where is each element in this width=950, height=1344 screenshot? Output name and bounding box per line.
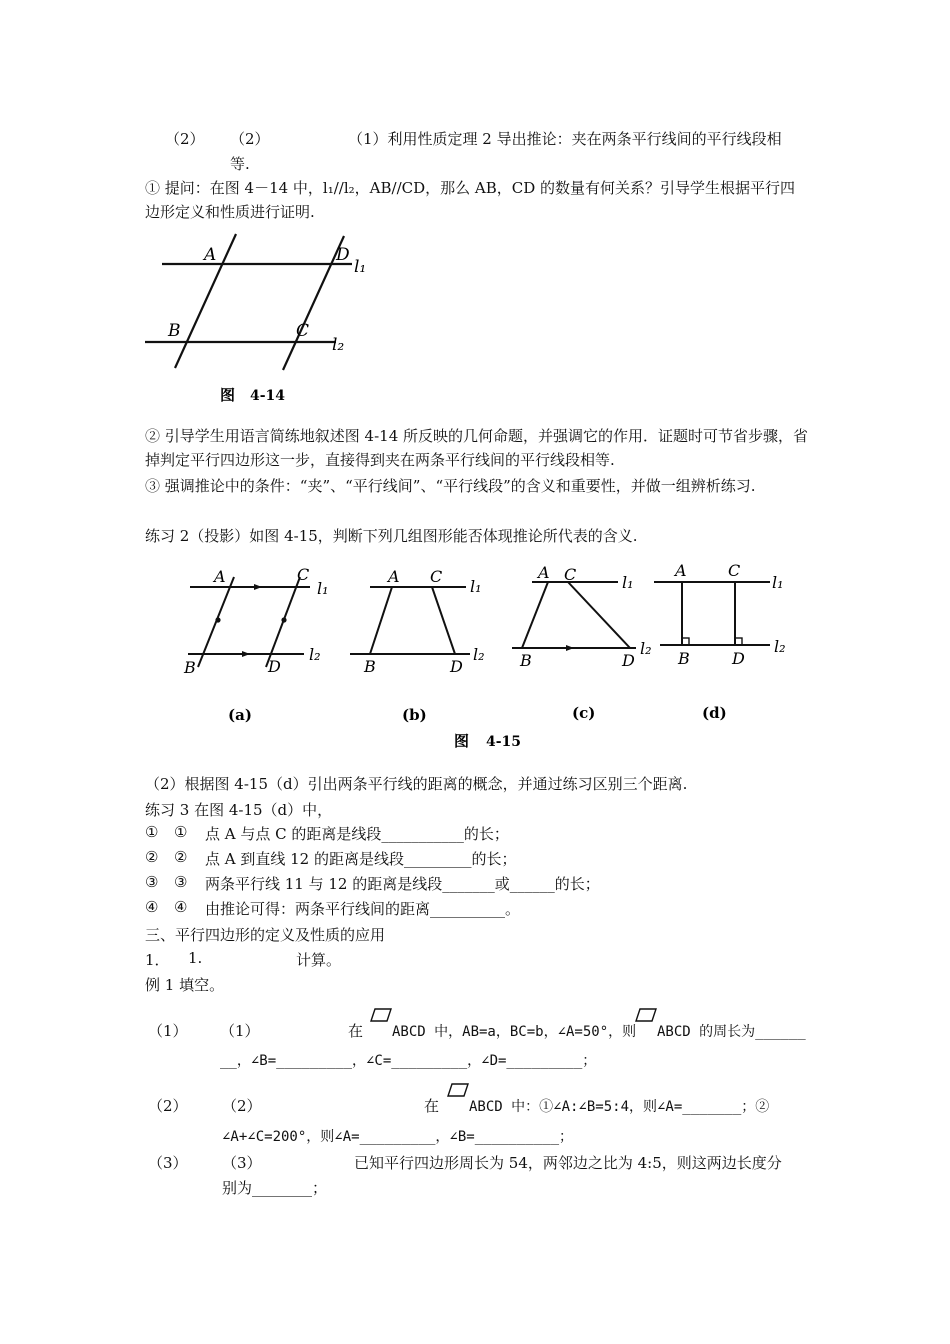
fill-1-line-b: ABCD 的周长为______ xyxy=(657,1024,806,1040)
fig415a-label-l2: l₂ xyxy=(309,645,321,664)
fig415-caption-char: 图 xyxy=(454,732,470,750)
question-2: ② 引导学生用语言简练地叙述图 4-14 所反映的几何命题，并强调它的作用．证题时可节省步骤，省掉判定平行四边形这一步，直接得到夹在两条平行线间的平行线段相等. xyxy=(145,427,809,469)
fig415b-label-d: D xyxy=(450,657,463,676)
fill-1-pre: 在 xyxy=(348,1022,364,1040)
ex3-item-1-marker-b: ① xyxy=(174,823,188,841)
fig415b-label-a: A xyxy=(388,567,400,586)
fill-1-line-a: ABCD 中，AB=a，BC=b，∠A=50°，则 xyxy=(392,1024,637,1040)
fig415d-label-d: D xyxy=(732,649,745,668)
ex3-item-2-marker-a: ② xyxy=(145,848,159,866)
fig414-label-c: C xyxy=(296,321,310,341)
fill-3-marker-b: （3） xyxy=(222,1154,262,1172)
fig414-label-l1: l₁ xyxy=(354,257,367,277)
question-1: ① 提问：在图 4－14 中，l₁//l₂，AB//CD，那么 AB，CD 的数量有何关系？引导学生根据平行四边形定义和性质进行证明. xyxy=(145,179,796,221)
fig415-caption-number: 4-15 xyxy=(486,734,522,750)
figure-4-15a xyxy=(183,565,329,724)
question-3: ③ 强调推论中的条件：“夹”、“平行线间”、“平行线段”的含义和重要性，并做一组辨析练习. xyxy=(145,477,756,495)
fig415c-label-d: D xyxy=(622,651,635,670)
fig415c-label-l1: l₁ xyxy=(622,573,634,592)
fig415c-label-l2: l₂ xyxy=(640,639,652,658)
fill-1-line-2: __，∠B=_________，∠C=_________，∠D=_________； xyxy=(220,1053,597,1069)
fig415b-label-l1: l₁ xyxy=(470,577,482,596)
calc-number-b: 1. xyxy=(188,949,203,967)
ex3-item-3-text: 两条平行线 11 与 12 的距离是线段_______或______的长； xyxy=(205,875,600,893)
fig414-label-l2: l₂ xyxy=(332,335,345,355)
fill-2-marker-b: （2） xyxy=(222,1097,262,1115)
section-3-heading: 三、平行四边形的定义及性质的应用 xyxy=(145,926,386,944)
fig415a-label-d: D xyxy=(268,657,281,676)
fig414-caption-char: 图 xyxy=(220,386,236,404)
ex3-item-2-marker-b: ② xyxy=(174,848,188,866)
exercise-2: 练习 2（投影）如图 4-15，判断下列几组图形能否体现推论所代表的含义. xyxy=(145,527,638,545)
ex3-item-1-marker-a: ① xyxy=(145,823,159,841)
fig415c-label-b: B xyxy=(520,651,532,670)
fig415d-label-c: C xyxy=(728,561,741,580)
ex3-item-2-text: 点 A 到直线 12 的距离是线段_________的长； xyxy=(205,850,517,868)
fig415d-label-b: B xyxy=(678,649,690,668)
item-number-outer: （2） xyxy=(165,130,205,148)
figure-4-15c xyxy=(512,563,652,722)
ex3-item-4-marker-a: ④ xyxy=(145,898,159,916)
example-1: 例 1 填空。 xyxy=(145,976,225,994)
corollary-text-cont: 等. xyxy=(230,155,250,173)
fill-2-marker-a: （2） xyxy=(148,1097,188,1115)
fig415d-label-l2: l₂ xyxy=(774,637,786,656)
paragraph-distance: （2）根据图 4-15（d）引出两条平行线的距离的概念，并通过练习区别三个距离. xyxy=(145,775,688,793)
fig414-label-d: D xyxy=(336,245,350,265)
fig415a-label-l1: l₁ xyxy=(317,579,329,598)
fig415c-label-a: A xyxy=(538,563,550,582)
fig415-sub-c: (c) xyxy=(572,704,596,722)
ex3-item-3-marker-a: ③ xyxy=(145,873,159,891)
fill-1-marker-b: （1） xyxy=(220,1022,260,1040)
fig415b-label-b: B xyxy=(364,657,376,676)
fill-2-pre: 在 xyxy=(424,1097,440,1115)
fig415c-label-c: C xyxy=(564,565,577,584)
fill-3-line-1: 已知平行四边形周长为 54，两邻边之比为 4:5，则这两边长度分 xyxy=(354,1154,782,1172)
fill-3-line-2: 别为________； xyxy=(222,1179,328,1197)
figure-4-15 xyxy=(170,560,810,756)
parallelogram-icon xyxy=(635,1008,657,1022)
calc-number-a: 1． xyxy=(145,951,170,969)
fig414-caption-number: 4-14 xyxy=(250,388,286,404)
fill-1-marker-a: （1） xyxy=(148,1022,188,1040)
fig415b-label-c: C xyxy=(430,567,443,586)
figure-4-15d xyxy=(654,561,786,722)
parallelogram-icon xyxy=(370,1008,392,1022)
ex3-item-3-marker-b: ③ xyxy=(174,873,188,891)
fig415a-label-c: C xyxy=(297,565,310,584)
fig415a-label-b: B xyxy=(184,658,196,677)
fig415b-label-l2: l₂ xyxy=(473,645,485,664)
fig415d-label-a: A xyxy=(675,561,687,580)
fig415-sub-a: (a) xyxy=(228,706,252,724)
fig415-sub-d: (d) xyxy=(702,704,727,722)
ex3-item-4-marker-b: ④ xyxy=(174,898,188,916)
fill-2-line-1: ABCD 中：①∠A:∠B=5:4，则∠A=_______；② xyxy=(469,1099,770,1115)
exercise-3: 练习 3 在图 4-15（d）中， xyxy=(145,801,333,819)
fig415-sub-b: (b) xyxy=(402,706,427,724)
parallelogram-icon xyxy=(447,1083,469,1097)
fig414-label-a: A xyxy=(204,245,217,265)
calc-title: 计算。 xyxy=(296,951,342,969)
figure-4-15b xyxy=(350,567,485,724)
figure-4-14 xyxy=(140,228,380,410)
fill-2-line-2: ∠A+∠C=200°，则∠A=_________，∠B=__________； xyxy=(222,1129,574,1145)
item-number-inner: （2） xyxy=(230,130,270,148)
fig415d-label-l1: l₁ xyxy=(772,573,784,592)
ex3-item-4-text: 由推论可得：两条平行线间的距离__________。 xyxy=(205,900,521,918)
fig415a-label-a: A xyxy=(214,567,226,586)
fill-3-marker-a: （3） xyxy=(148,1154,188,1172)
ex3-item-1-text: 点 A 与点 C 的距离是线段___________的长； xyxy=(205,825,509,843)
corollary-text: （1）利用性质定理 2 导出推论：夹在两条平行线间的平行线段相 xyxy=(348,130,782,148)
fig414-label-b: B xyxy=(168,321,181,341)
